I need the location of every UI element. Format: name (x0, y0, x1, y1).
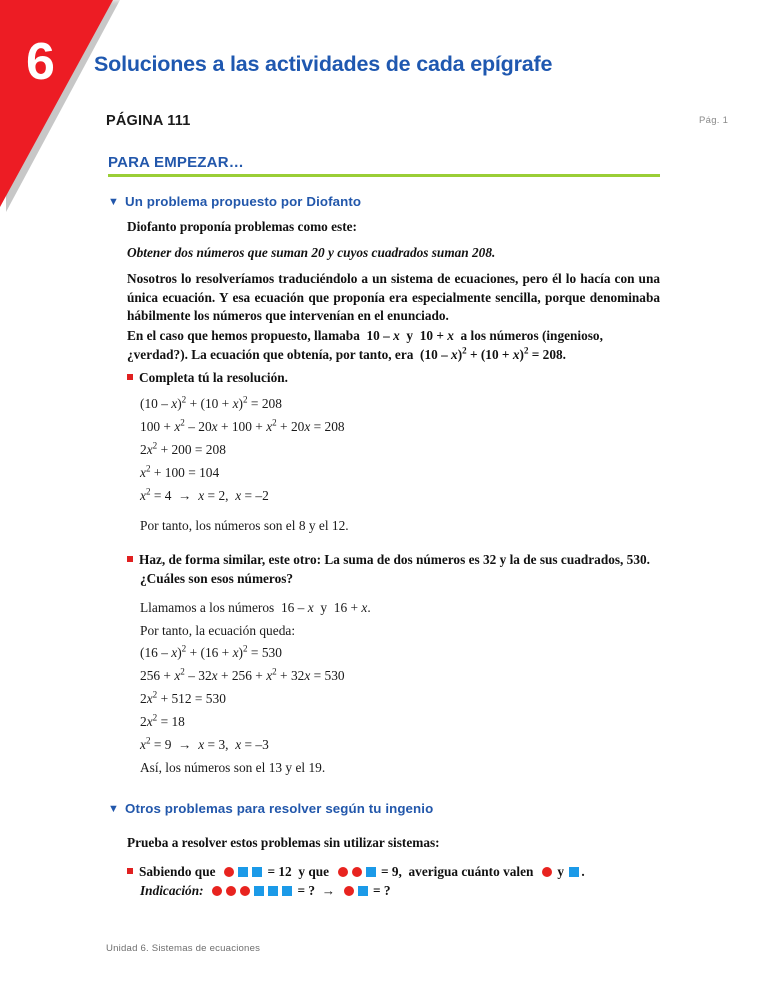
case-line-1c: a los números (ingenioso, (460, 328, 603, 343)
symbol-hint-line (140, 882, 391, 901)
red-circle-icon (352, 867, 362, 877)
paragraph-intro: Diofanto proponía problemas como este: (127, 219, 357, 234)
symbol-period: . (581, 864, 585, 879)
equation-line: $2x^2 = 18$ (140, 712, 185, 729)
section-heading: PARA EMPEZAR… (108, 154, 244, 171)
equation-line: $x^2 = 4 \to x = 2$, x = –2 (140, 486, 269, 503)
equation-line: $(10 - x)^2 + (10 + x)^2 = 208$ (140, 394, 282, 411)
square-bullet-icon (127, 556, 133, 562)
equation-line: $2x^2 + 200 = 208$ (140, 440, 226, 457)
red-circle-icon (338, 867, 348, 877)
square-bullet-icon (127, 374, 133, 380)
activity-prompt-2 (127, 551, 674, 588)
equation-line: $x^2 = 9 \to x = 3$, x = –3 (140, 735, 269, 752)
hint-question-1: = ? (297, 883, 316, 898)
subheading-otros-problemas (108, 801, 433, 816)
red-circle-icon (212, 886, 222, 896)
case-line-1a: En el caso que hemos propuesto, llamaba (127, 328, 360, 343)
activity-prompt-1 (127, 369, 670, 388)
equation-line: $(16 - x)^2 + (16 + x)^2 = 530$ (140, 643, 282, 660)
red-circle-icon (224, 867, 234, 877)
paragraph-statement: Obtener dos números que suman 20 y cuyos cuadrados suman 208. (127, 245, 496, 260)
blue-square-icon (569, 867, 579, 877)
symbol-value-1: = 12 (267, 864, 292, 879)
arrow-right-icon: → (321, 883, 336, 898)
subheading-otros-label: Otros problemas para resolver según tu ingenio (125, 801, 434, 816)
equation-line: $x^2 + 100 = 104$ (140, 463, 220, 480)
paragraph-explanation: Nosotros lo resolveríamos traduciéndolo a un sistema de ecuaciones, pero él lo hacía con una única ecuación. Y esa ecuación que proponía era especialmente sencilla, porque denominaba hábilmente los números que intervenían en el enunciado. (127, 271, 660, 324)
subheading-diofanto-label: Un problema propuesto por Diofanto (125, 194, 362, 209)
prelude-line: Llamamos a los números 16 – x y 16 + x. (140, 600, 371, 615)
red-circle-icon (344, 886, 354, 896)
blue-square-icon (268, 886, 278, 896)
blue-square-icon (366, 867, 376, 877)
hint-question-2: = ? (373, 883, 391, 898)
case-line-2a: ¿verdad?). La ecuación que obtenía, por tanto, era (127, 346, 414, 362)
subheading-diofanto (108, 194, 361, 209)
paragraph-case: En el caso que hemos propuesto, llamaba 10 – x y 10 + x a los números (ingenioso, ¿verdad?). La ecuación que obtenía, por tanto, era $(10 - x)^2 + (10 + x)^2 = 208$. (127, 328, 603, 362)
paragraph-prueba: Prueba a resolver estos problemas sin utilizar sistemas: (127, 835, 440, 850)
activity-prompt-2-label: Haz, de forma similar, este otro: La suma de dos números es 32 y la de sus cuadrados, 530. ¿Cuáles son esos números? (139, 552, 650, 586)
activity-prompt-1-label: Completa tú la resolución. (139, 370, 288, 385)
symbol-value-2: = 9, (381, 864, 402, 879)
blue-square-icon (252, 867, 262, 877)
blue-square-icon (238, 867, 248, 877)
red-circle-icon (542, 867, 552, 877)
hint-label: Indicación: (140, 883, 204, 898)
section-heading-block (108, 154, 660, 177)
blue-square-icon (282, 886, 292, 896)
symbol-problem-line (127, 863, 680, 882)
red-circle-icon (240, 886, 250, 896)
red-circle-icon (226, 886, 236, 896)
conclusion-1: Por tanto, los números son el 8 y el 12. (140, 518, 349, 533)
section-divider-rule (108, 174, 660, 177)
triangle-marker-icon: ▼ (108, 196, 119, 208)
triangle-marker-icon: ▼ (108, 803, 119, 815)
conclusion-2: Así, los números son el 13 y el 19. (140, 760, 326, 775)
blue-square-icon (254, 886, 264, 896)
equation-line: $100 + x^2 - 20x + 100 + x^2 + 20x = 208$ (140, 417, 345, 434)
footer-text: Unidad 6. Sistemas de ecuaciones (106, 943, 261, 954)
equation-line: $2x^2 + 512 = 530$ (140, 689, 226, 706)
symbol-tail: averigua cuánto valen (408, 864, 534, 879)
symbol-connector: y que (298, 864, 330, 879)
page-label: PÁGINA 111 (106, 113, 191, 129)
symbol-and: y (557, 864, 565, 879)
page-counter: Pág. 1 (699, 115, 729, 126)
prelude-line: Por tanto, la ecuación queda: (140, 623, 296, 638)
symbol-problem-lead: Sabiendo que (139, 864, 216, 879)
page-title: Soluciones a las actividades de cada epígrafe (94, 52, 553, 76)
equation-line: $256 + x^2 - 32x + 256 + x^2 + 32x = 530$ (140, 666, 345, 683)
square-bullet-icon (127, 868, 133, 874)
blue-square-icon (358, 886, 368, 896)
chapter-number: 6 (26, 33, 54, 91)
